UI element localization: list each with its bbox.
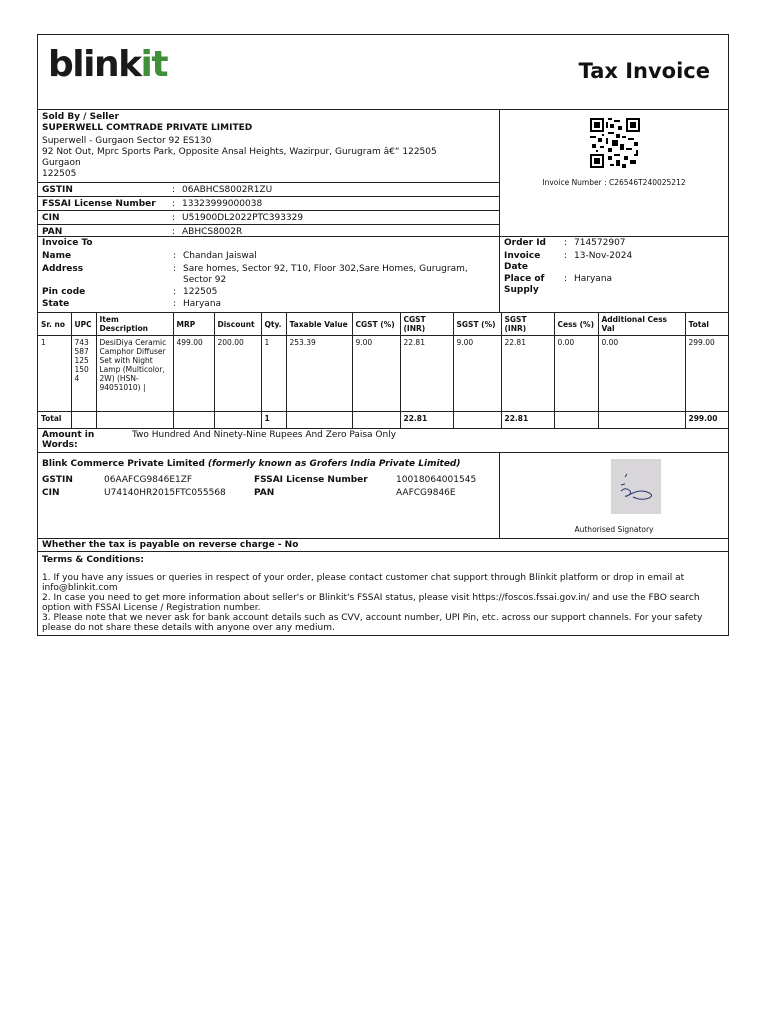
amount-words-value: Two Hundred And Ninety-Nine Rupees And Zero Paisa Only (132, 430, 397, 440)
column-header: Discount (214, 313, 261, 336)
column-header: SGST (%) (453, 313, 501, 336)
column-header: CGST (%) (352, 313, 400, 336)
items-table (38, 313, 728, 428)
table-cell: 200.00 (214, 336, 261, 412)
seller-gstin-row: GSTIN : 06ABHCS8002R1ZU (38, 182, 499, 196)
total-cell (598, 412, 685, 429)
total-cell (286, 412, 352, 429)
column-header: MRP (173, 313, 214, 336)
total-cell: 22.81 (400, 412, 453, 429)
seller-fssai-row: FSSAI License Number : 13323999000038 (38, 196, 499, 210)
table-header-row (38, 313, 728, 336)
buyer-state-row: State : Haryana (42, 299, 222, 309)
total-cell (214, 412, 261, 429)
amount-in-words (38, 429, 728, 453)
column-header: SGST (INR) (501, 313, 554, 336)
table-cell: 743 587 125 150 4 (71, 336, 96, 412)
company-former-name: (formerly known as Grofers India Private Limited) (207, 459, 461, 469)
seller-cin-row: CIN : U51900DL2022PTC393329 (38, 210, 499, 224)
total-cell (453, 412, 501, 429)
total-cell (554, 412, 598, 429)
company-fssai: 10018064001545 (396, 475, 477, 485)
seller-heading: Sold By / Seller (42, 112, 119, 122)
invoice-date-row: Invoice Date : 13-Nov-2024 (504, 251, 633, 272)
invoice-header (38, 35, 728, 110)
total-cell: 22.81 (501, 412, 554, 429)
qr-code-icon (590, 118, 640, 168)
table-cell: 0.00 (554, 336, 598, 412)
company-pan: AAFCG9846E (396, 488, 456, 498)
buyer-name-row: Name : Chandan Jaiswal (42, 251, 257, 261)
company-gstin: 06AAFCG9846E1ZF (104, 475, 193, 485)
invoice-number: Invoice Number : C26546T240025212 (542, 178, 686, 187)
table-row (38, 336, 728, 412)
seller-city: Gurgaon (42, 158, 81, 168)
column-header: Item Description (96, 313, 173, 336)
authorised-signatory-label: Authorised Signatory (574, 525, 654, 534)
total-cell (71, 412, 96, 429)
order-id-row: Order Id : 714572907 (504, 238, 626, 248)
company-name: Blink Commerce Private Limited (42, 459, 205, 469)
company-section: Blink Commerce Private Limited (formerly known as Grofers India Private Limited) GSTIN 06AAFCG9846E1ZF FSSAI License Number 10018064001545 CIN U74140HR2015FTC055568 PAN AAFCG9846E Authorised Signatory (38, 453, 728, 539)
seller-pan-row: PAN : ABHCS8002R (38, 224, 499, 238)
total-cell: 299.00 (685, 412, 728, 429)
table-cell: 253.39 (286, 336, 352, 412)
blinkit-logo: blinkit (48, 44, 168, 85)
items-table-section (38, 313, 728, 429)
terms-heading: Terms & Conditions: (42, 555, 144, 565)
table-cell: DesiDiya Ceramic Camphor Diffuser Set with Night Lamp (Multicolor, 2W) (HSN-94051010) | (96, 336, 173, 412)
table-cell: 299.00 (685, 336, 728, 412)
column-header: Taxable Value (286, 313, 352, 336)
seller-name: SUPERWELL COMTRADE PRIVATE LIMITED (42, 123, 253, 133)
table-cell: 1 (38, 336, 71, 412)
terms-section (38, 552, 728, 635)
column-header: UPC (71, 313, 96, 336)
column-header: Sr. no (38, 313, 71, 336)
column-header: Cess (%) (554, 313, 598, 336)
total-cell: Total (38, 412, 71, 429)
seller-pin: 122505 (42, 169, 77, 179)
total-cell (173, 412, 214, 429)
buyer-address-row: Address : Sare homes, Sector 92, T10, Floor 302,Sare Homes, Gurugram, Sector 92 (42, 264, 468, 285)
seller-address-line1: Superwell - Gurgaon Sector 92 ES130 (42, 136, 212, 146)
column-header: Qty. (261, 313, 286, 336)
seller-section (38, 110, 728, 237)
place-of-supply-row: Place of Supply : Haryana (504, 274, 613, 295)
table-cell: 499.00 (173, 336, 214, 412)
table-cell: 9.00 (352, 336, 400, 412)
column-header: Additional Cess Val (598, 313, 685, 336)
table-total-row (38, 412, 728, 429)
terms-item: 3. Please note that we never ask for bank account details such as CVV, account number, UPI Pin, etc. across our support channels. For your safety please do not share these details with anyone over any medium. (42, 613, 703, 633)
signature-image (611, 459, 661, 514)
seller-address-line2: 92 Not Out, Mprc Sports Park, Opposite Ansal Heights, Wazirpur, Gurugram â€“ 122505 (42, 147, 437, 157)
column-header: Total (685, 313, 728, 336)
company-cin: U74140HR2015FTC055568 (104, 488, 226, 498)
terms-item: 1. If you have any issues or queries in respect of your order, please contact customer chat support through Blinkit platform or drop in email at info@blinkit.com (42, 573, 685, 593)
table-cell: 1 (261, 336, 286, 412)
page-title: Tax Invoice (578, 59, 710, 83)
total-cell: 1 (261, 412, 286, 429)
table-cell: 22.81 (400, 336, 453, 412)
table-cell: 9.00 (453, 336, 501, 412)
total-cell (96, 412, 173, 429)
buyer-section (38, 237, 728, 313)
invoice (37, 34, 729, 636)
buyer-pin-row: Pin code : 122505 (42, 287, 218, 297)
table-cell: 0.00 (598, 336, 685, 412)
terms-item: 2. In case you need to get more information about seller's or Blinkit's FSSAI status, please visit https://foscos.fssai.gov.in/ and use the FBO search option with FSSAI License / Registration number. (42, 593, 700, 613)
total-cell (352, 412, 400, 429)
table-cell: 22.81 (501, 336, 554, 412)
amount-words-label: Amount in Words: (42, 430, 95, 450)
invoice-to-heading: Invoice To (42, 238, 93, 248)
reverse-charge-note: Whether the tax is payable on reverse charge - No (38, 539, 728, 552)
column-header: CGST (INR) (400, 313, 453, 336)
